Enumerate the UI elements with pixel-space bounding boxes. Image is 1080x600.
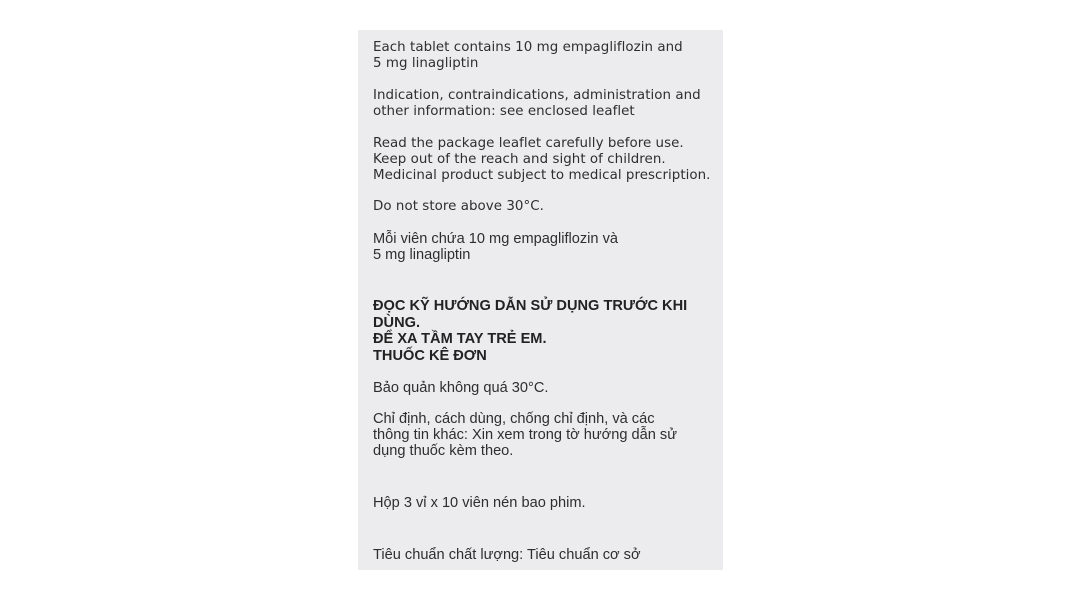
english-indication-text: Indication, contraindications, administration and other information: see enclosed leaflet [373,88,701,119]
vietnamese-package-text: Hộp 3 vỉ x 10 viên nén bao phim. [373,495,586,511]
package-label-panel [358,30,723,570]
english-storage-text: Do not store above 30°C. [373,199,544,214]
vietnamese-warnings-text: ĐỌC KỸ HƯỚNG DẪN SỬ DỤNG TRƯỚC KHI DÙNG. ĐỂ XA TẦM TAY TRẺ EM. THUỐC KÊ ĐƠN [373,298,688,364]
english-contents-text: Each tablet contains 10 mg empagliflozin and 5 mg linagliptin [373,40,683,71]
english-warnings-text: Read the package leaflet carefully before use. Keep out of the reach and sight of children. Medicinal product subject to medical prescription. [373,136,711,183]
vietnamese-storage-text: Bảo quản không quá 30°C. [373,380,549,396]
vietnamese-quality-text: Tiêu chuẩn chất lượng: Tiêu chuẩn cơ sở [373,547,641,563]
vietnamese-contents-text: Mỗi viên chứa 10 mg empagliflozin và 5 mg linagliptin [373,231,619,263]
vietnamese-indication-text: Chỉ định, cách dùng, chống chỉ định, và các thông tin khác: Xin xem trong tờ hướng dẫn sử dụng thuốc kèm theo. [373,411,677,459]
